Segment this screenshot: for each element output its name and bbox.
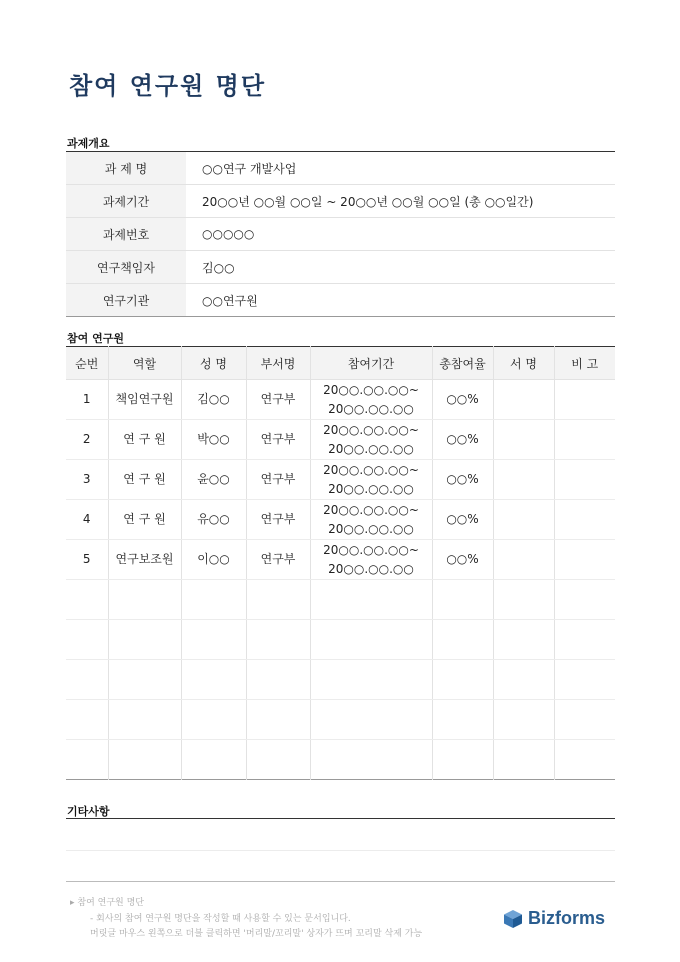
members-cell-name: 유○○ — [181, 500, 246, 540]
members-cell-name — [181, 660, 246, 700]
overview-row — [66, 284, 615, 317]
members-cell-dept — [246, 580, 310, 620]
members-cell-note — [554, 620, 615, 660]
members-row — [66, 460, 615, 500]
members-cell-role — [108, 660, 181, 700]
members-cell-dept: 연구부 — [246, 460, 310, 500]
members-cell-dept — [246, 660, 310, 700]
members-cell-role — [108, 580, 181, 620]
members-cell-sign — [493, 500, 554, 540]
members-cell-note — [554, 420, 615, 460]
overview-row — [66, 251, 615, 284]
members-cell-no: 2 — [66, 420, 108, 460]
members-cell-sign — [493, 620, 554, 660]
members-column-header: 부서명 — [246, 347, 310, 380]
other-section-label: 기타사항 — [67, 805, 110, 818]
members-cell-sign — [493, 380, 554, 420]
members-cell-sign — [493, 460, 554, 500]
members-cell-dept: 연구부 — [246, 420, 310, 460]
members-cell-period — [310, 660, 432, 700]
members-cell-no: 5 — [66, 540, 108, 580]
members-column-header: 역할 — [108, 347, 181, 380]
members-row — [66, 420, 615, 460]
members-cell-note — [554, 700, 615, 740]
members-column-header: 순번 — [66, 347, 108, 380]
members-cell-period — [310, 700, 432, 740]
members-cell-name — [181, 620, 246, 660]
bizforms-logo-text: Bizforms — [528, 908, 606, 928]
members-cell-dept — [246, 700, 310, 740]
members-cell-rate — [432, 700, 493, 740]
members-row — [66, 500, 615, 540]
members-column-header: 성 명 — [181, 347, 246, 380]
members-row — [66, 700, 615, 740]
members-column-header: 비 고 — [554, 347, 615, 380]
members-cell-period — [310, 380, 432, 420]
members-cell-rate: ○○% — [432, 500, 493, 540]
footer-instruction: 머릿글 마우스 왼쪽으로 더블 클릭하면 '머리말/꼬리말' 상자가 뜨며 꼬리말 삭제 가능 — [90, 929, 423, 939]
members-row — [66, 580, 615, 620]
members-row — [66, 620, 615, 660]
overview-value: 20○○년 ○○월 ○○일 ~ 20○○년 ○○월 ○○일 (총 ○○일간) — [186, 185, 615, 218]
overview-value: ○○연구 개발사업 — [186, 152, 615, 185]
overview-row — [66, 152, 615, 185]
members-cell-note — [554, 460, 615, 500]
members-cell-period — [310, 500, 432, 540]
period-start: 20○○.○○.○○~ — [323, 502, 419, 517]
members-cell-dept: 연구부 — [246, 500, 310, 540]
members-cell-dept: 연구부 — [246, 540, 310, 580]
members-section-label: 참여 연구원 — [67, 332, 124, 345]
members-cell-no: 1 — [66, 380, 108, 420]
members-cell-name — [181, 740, 246, 780]
members-table — [66, 346, 615, 780]
members-cell-rate — [432, 660, 493, 700]
members-cell-sign — [493, 660, 554, 700]
members-cell-rate — [432, 740, 493, 780]
overview-label: 연구기관 — [66, 284, 186, 317]
members-cell-note — [554, 740, 615, 780]
members-cell-name: 김○○ — [181, 380, 246, 420]
overview-row — [66, 218, 615, 251]
overview-row — [66, 185, 615, 218]
members-cell-name: 이○○ — [181, 540, 246, 580]
overview-label: 과 제 명 — [66, 152, 186, 185]
period-start: 20○○.○○.○○~ — [323, 422, 419, 437]
overview-table — [66, 151, 615, 317]
members-cell-no — [66, 660, 108, 700]
members-cell-period — [310, 460, 432, 500]
members-cell-role — [108, 620, 181, 660]
members-cell-role: 책임연구원 — [108, 380, 181, 420]
overview-label: 과제기간 — [66, 185, 186, 218]
overview-section-label: 과제개요 — [67, 137, 110, 150]
footer-title: ▸ 참여 연구원 명단 — [70, 898, 144, 908]
page-title: 참여 연구원 명단 — [69, 72, 266, 100]
members-cell-note — [554, 660, 615, 700]
members-cell-note — [554, 540, 615, 580]
members-cell-no: 3 — [66, 460, 108, 500]
members-row — [66, 380, 615, 420]
members-cell-no — [66, 580, 108, 620]
members-cell-rate: ○○% — [432, 420, 493, 460]
overview-label: 과제번호 — [66, 218, 186, 251]
bizforms-logo — [503, 908, 605, 929]
overview-value: ○○○○○ — [186, 218, 615, 251]
members-cell-period — [310, 740, 432, 780]
members-cell-rate: ○○% — [432, 540, 493, 580]
members-cell-sign — [493, 420, 554, 460]
members-cell-name — [181, 580, 246, 620]
period-end: 20○○.○○.○○ — [328, 561, 414, 576]
members-cell-dept — [246, 620, 310, 660]
members-cell-role: 연구보조원 — [108, 540, 181, 580]
members-cell-period — [310, 620, 432, 660]
members-cell-role — [108, 740, 181, 780]
members-cell-sign — [493, 580, 554, 620]
members-cell-no — [66, 700, 108, 740]
members-row — [66, 740, 615, 780]
overview-value: 김○○ — [186, 251, 615, 284]
members-cell-role: 연 구 원 — [108, 460, 181, 500]
members-cell-note — [554, 500, 615, 540]
members-column-header: 총참여율 — [432, 347, 493, 380]
members-cell-rate — [432, 580, 493, 620]
members-cell-no: 4 — [66, 500, 108, 540]
other-divider — [66, 850, 615, 851]
members-cell-period — [310, 420, 432, 460]
members-cell-period — [310, 540, 432, 580]
overview-label: 연구책임자 — [66, 251, 186, 284]
members-cell-name — [181, 700, 246, 740]
members-cell-sign — [493, 540, 554, 580]
period-end: 20○○.○○.○○ — [328, 481, 414, 496]
members-cell-note — [554, 580, 615, 620]
period-start: 20○○.○○.○○~ — [323, 382, 419, 397]
other-top-rule — [66, 818, 615, 819]
members-cell-note — [554, 380, 615, 420]
members-cell-rate: ○○% — [432, 380, 493, 420]
members-cell-role: 연 구 원 — [108, 500, 181, 540]
members-cell-no — [66, 740, 108, 780]
overview-value: ○○연구원 — [202, 293, 258, 308]
members-cell-rate — [432, 620, 493, 660]
members-cell-period — [310, 580, 432, 620]
members-column-header: 참여기간 — [310, 347, 432, 380]
members-cell-name: 윤○○ — [181, 460, 246, 500]
members-cell-role — [108, 700, 181, 740]
footer-description: - 회사의 참여 연구원 명단을 작성할 때 사용할 수 있는 문서입니다. — [90, 914, 351, 924]
period-end: 20○○.○○.○○ — [328, 521, 414, 536]
members-column-header: 서 명 — [493, 347, 554, 380]
members-row — [66, 540, 615, 580]
members-cell-rate: ○○% — [432, 460, 493, 500]
other-bottom-rule — [66, 881, 615, 882]
members-cell-no — [66, 620, 108, 660]
period-end: 20○○.○○.○○ — [328, 441, 414, 456]
members-cell-name: 박○○ — [181, 420, 246, 460]
members-row — [66, 660, 615, 700]
members-cell-sign — [493, 700, 554, 740]
members-cell-dept — [246, 740, 310, 780]
members-cell-sign — [493, 740, 554, 780]
period-end: 20○○.○○.○○ — [328, 401, 414, 416]
members-cell-dept: 연구부 — [246, 380, 310, 420]
period-start: 20○○.○○.○○~ — [323, 542, 419, 557]
bizforms-cube-icon — [503, 909, 523, 929]
period-start: 20○○.○○.○○~ — [323, 462, 419, 477]
members-cell-role: 연 구 원 — [108, 420, 181, 460]
